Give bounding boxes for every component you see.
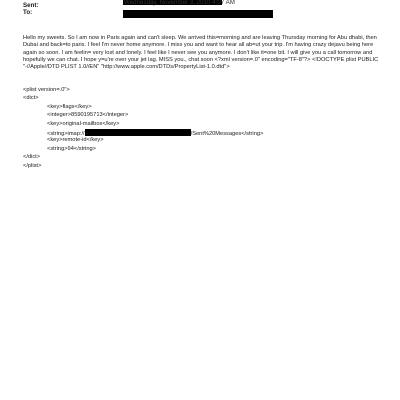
- plist-open: <plist version=.0">: [23, 87, 70, 93]
- dict-close: </dict>: [23, 154, 41, 160]
- to-row: [23, 9, 32, 17]
- message-body: [23, 35, 379, 71]
- key-original-mailbox: <key>original-mailbox</key>: [47, 121, 120, 127]
- to-redaction: [123, 10, 273, 18]
- string-remote-id: <string>94</string>: [47, 146, 97, 152]
- key-flags: <key>flags</key>: [47, 104, 92, 110]
- to-label: To:: [23, 9, 33, 16]
- message-text: Hello my sweets. So I am now in Paris again and can't sleep. We arrived this=morning and are leaving Thursday morning for Abu dhabi, then Dubai and back=to paris. I feel I'm never home anymore. I miss you and want to hear all ab=ut your trip. I'm having crazy dejavu being here again so soon. I am feelin= very lost and lonely. I feel like I never see you anymore. I don't like it=one bit. I will give you a call tomorrow and hopefully we can chat. I hope y=u're over your jet lag. MISS you., chat soon <?xml version=.0" encoding="TF-8"?> <!DOCTYPE plist PUBLIC "-//Apple//DTD PLIST 1.0//EN" "http://www.apple.com/DTDs/PropertyList-1.0.dtd">: [23, 35, 379, 71]
- mailbox-suffix: /Sent%20Messages</string>: [190, 131, 264, 137]
- integer-flags: <integer>8590195713</integer>: [47, 112, 129, 118]
- mailbox-prefix: <string>imap://: [47, 131, 85, 137]
- dict-open: <dict>: [23, 95, 39, 101]
- sent-value: Wednesday, November 3, 2010 4:07 AM: [124, 0, 235, 6]
- mailbox-redaction: [85, 129, 191, 136]
- plist-close: </plist>: [23, 163, 42, 169]
- sent-label: Sent:: [23, 2, 39, 9]
- key-remote-id: <key>remote-id</key>: [47, 137, 104, 143]
- key-remote-id-line: [47, 137, 104, 144]
